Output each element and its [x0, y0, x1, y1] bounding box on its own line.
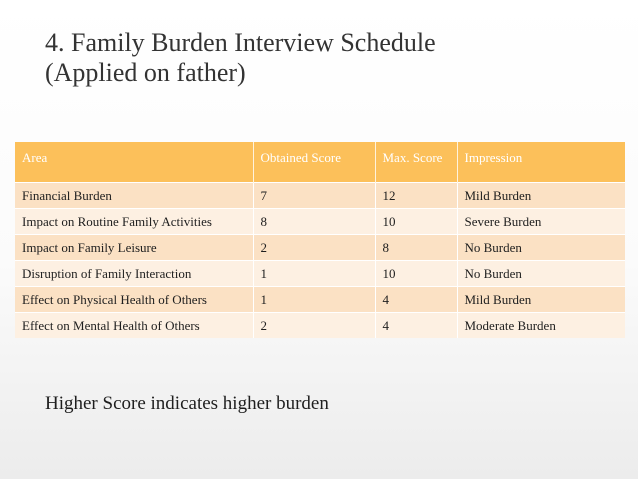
- cell-area: Effect on Mental Health of Others: [15, 313, 253, 339]
- table-row: [15, 209, 625, 235]
- slide-title: [45, 28, 436, 88]
- cell-impression: No Burden: [457, 235, 625, 261]
- cell-max-score: 10: [375, 209, 457, 235]
- cell-impression: Mild Burden: [457, 183, 625, 209]
- header-impression: Impression: [457, 142, 625, 183]
- table-row: [15, 261, 625, 287]
- header-max-score: Max. Score: [375, 142, 457, 183]
- cell-max-score: 10: [375, 261, 457, 287]
- cell-max-score: 12: [375, 183, 457, 209]
- table-row: [15, 287, 625, 313]
- cell-area: Impact on Routine Family Activities: [15, 209, 253, 235]
- cell-obtained-score: 1: [253, 287, 375, 313]
- cell-obtained-score: 2: [253, 235, 375, 261]
- cell-area: Financial Burden: [15, 183, 253, 209]
- cell-area: Effect on Physical Health of Others: [15, 287, 253, 313]
- footnote-text: Higher Score indicates higher burden: [45, 393, 329, 414]
- table-row: [15, 235, 625, 261]
- cell-obtained-score: 7: [253, 183, 375, 209]
- table-row: [15, 183, 625, 209]
- cell-area: Impact on Family Leisure: [15, 235, 253, 261]
- slide-title-line1: 4. Family Burden Interview Schedule: [45, 28, 436, 57]
- table-header-row: [15, 142, 625, 183]
- cell-obtained-score: 8: [253, 209, 375, 235]
- cell-impression: Severe Burden: [457, 209, 625, 235]
- table-row: [15, 313, 625, 339]
- cell-max-score: 4: [375, 287, 457, 313]
- cell-obtained-score: 2: [253, 313, 375, 339]
- header-area: Area: [15, 142, 253, 183]
- cell-impression: Moderate Burden: [457, 313, 625, 339]
- cell-impression: Mild Burden: [457, 287, 625, 313]
- cell-max-score: 4: [375, 313, 457, 339]
- burden-score-table: [15, 142, 625, 338]
- cell-max-score: 8: [375, 235, 457, 261]
- slide-title-line2: (Applied on father): [45, 58, 246, 87]
- cell-obtained-score: 1: [253, 261, 375, 287]
- cell-impression: No Burden: [457, 261, 625, 287]
- header-obtained-score: Obtained Score: [253, 142, 375, 183]
- cell-area: Disruption of Family Interaction: [15, 261, 253, 287]
